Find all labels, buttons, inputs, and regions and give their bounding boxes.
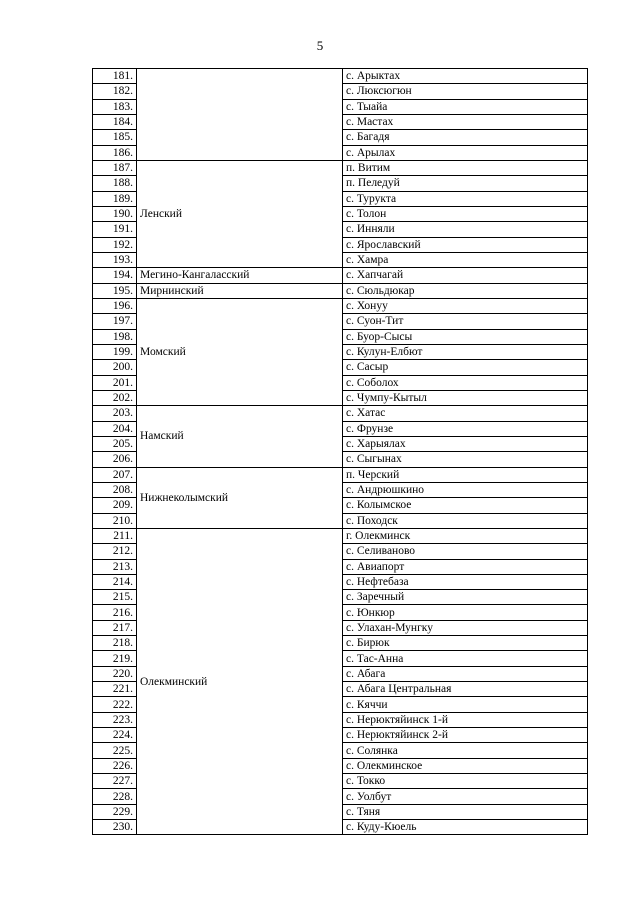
row-number-cell: 194. bbox=[93, 268, 137, 283]
settlement-cell: с. Олекминское bbox=[343, 758, 588, 773]
row-number-cell: 215. bbox=[93, 590, 137, 605]
row-number-cell: 192. bbox=[93, 237, 137, 252]
row-number-cell: 186. bbox=[93, 145, 137, 160]
table-row bbox=[93, 406, 588, 421]
settlement-cell: с. Буор-Сысы bbox=[343, 329, 588, 344]
settlement-cell: с. Сюльдюкар bbox=[343, 283, 588, 298]
table-row bbox=[93, 283, 588, 298]
row-number-cell: 205. bbox=[93, 436, 137, 451]
row-number-cell: 228. bbox=[93, 789, 137, 804]
district-cell: Нижнеколымский bbox=[137, 467, 343, 528]
table-row bbox=[93, 298, 588, 313]
settlement-cell: с. Куду-Кюель bbox=[343, 820, 588, 835]
row-number-cell: 225. bbox=[93, 743, 137, 758]
row-number-cell: 216. bbox=[93, 605, 137, 620]
settlement-cell: с. Селиваново bbox=[343, 544, 588, 559]
row-number-cell: 213. bbox=[93, 559, 137, 574]
settlement-cell: с. Тыайа bbox=[343, 99, 588, 114]
table-row bbox=[93, 69, 588, 84]
row-number-cell: 211. bbox=[93, 528, 137, 543]
district-cell: Олекминский bbox=[137, 528, 343, 835]
row-number-cell: 199. bbox=[93, 344, 137, 359]
settlement-cell: с. Тас-Анна bbox=[343, 651, 588, 666]
row-number-cell: 197. bbox=[93, 314, 137, 329]
row-number-cell: 222. bbox=[93, 697, 137, 712]
settlement-cell: с. Мастах bbox=[343, 114, 588, 129]
settlement-cell: с. Хапчагай bbox=[343, 268, 588, 283]
settlements-table bbox=[92, 68, 588, 835]
row-number-cell: 202. bbox=[93, 390, 137, 405]
settlement-cell: с. Харыялах bbox=[343, 436, 588, 451]
settlement-cell: с. Колымское bbox=[343, 498, 588, 513]
row-number-cell: 191. bbox=[93, 222, 137, 237]
settlement-cell: с. Соболох bbox=[343, 375, 588, 390]
settlement-cell: с. Авиапорт bbox=[343, 559, 588, 574]
district-cell: Мегино-Кангаласский bbox=[137, 268, 343, 283]
row-number-cell: 210. bbox=[93, 513, 137, 528]
settlement-cell: с. Люксюгюн bbox=[343, 84, 588, 99]
settlement-cell: с. Абага bbox=[343, 666, 588, 681]
settlement-cell: п. Черский bbox=[343, 467, 588, 482]
settlement-cell: п. Пеледуй bbox=[343, 176, 588, 191]
settlement-cell: с. Хатас bbox=[343, 406, 588, 421]
district-cell: Ленский bbox=[137, 160, 343, 267]
settlement-cell: с. Нерюктяйинск 2-й bbox=[343, 728, 588, 743]
row-number-cell: 226. bbox=[93, 758, 137, 773]
settlement-cell: с. Кулун-Елбют bbox=[343, 344, 588, 359]
settlements-table-body bbox=[93, 69, 588, 835]
row-number-cell: 218. bbox=[93, 636, 137, 651]
row-number-cell: 184. bbox=[93, 114, 137, 129]
row-number-cell: 188. bbox=[93, 176, 137, 191]
settlement-cell: с. Походск bbox=[343, 513, 588, 528]
row-number-cell: 207. bbox=[93, 467, 137, 482]
settlement-cell: с. Сасыр bbox=[343, 360, 588, 375]
settlement-cell: с. Хонуу bbox=[343, 298, 588, 313]
row-number-cell: 229. bbox=[93, 804, 137, 819]
settlement-cell: с. Кяччи bbox=[343, 697, 588, 712]
row-number-cell: 223. bbox=[93, 712, 137, 727]
row-number-cell: 214. bbox=[93, 574, 137, 589]
row-number-cell: 206. bbox=[93, 452, 137, 467]
district-cell: Мирнинский bbox=[137, 283, 343, 298]
row-number-cell: 208. bbox=[93, 482, 137, 497]
table-row bbox=[93, 467, 588, 482]
settlement-cell: с. Андрюшкино bbox=[343, 482, 588, 497]
page-number: 5 bbox=[316, 38, 324, 53]
row-number-cell: 181. bbox=[93, 69, 137, 84]
settlement-cell: с. Нефтебаза bbox=[343, 574, 588, 589]
settlement-cell: с. Ярославский bbox=[343, 237, 588, 252]
settlement-cell: с. Арыктах bbox=[343, 69, 588, 84]
district-cell: Момский bbox=[137, 298, 343, 405]
row-number-cell: 209. bbox=[93, 498, 137, 513]
row-number-cell: 198. bbox=[93, 329, 137, 344]
table-row bbox=[93, 528, 588, 543]
row-number-cell: 203. bbox=[93, 406, 137, 421]
row-number-cell: 183. bbox=[93, 99, 137, 114]
row-number-cell: 224. bbox=[93, 728, 137, 743]
row-number-cell: 193. bbox=[93, 252, 137, 267]
row-number-cell: 182. bbox=[93, 84, 137, 99]
settlement-cell: с. Чумпу-Кытыл bbox=[343, 390, 588, 405]
settlement-cell: с. Суон-Тит bbox=[343, 314, 588, 329]
row-number-cell: 187. bbox=[93, 160, 137, 175]
row-number-cell: 200. bbox=[93, 360, 137, 375]
settlement-cell: г. Олекминск bbox=[343, 528, 588, 543]
row-number-cell: 217. bbox=[93, 620, 137, 635]
settlement-cell: с. Абага Центральная bbox=[343, 682, 588, 697]
settlement-cell: с. Толон bbox=[343, 206, 588, 221]
settlement-cell: с. Токко bbox=[343, 774, 588, 789]
row-number-cell: 227. bbox=[93, 774, 137, 789]
district-cell: Намский bbox=[137, 406, 343, 467]
row-number-cell: 220. bbox=[93, 666, 137, 681]
settlement-cell: с. Нерюктяйинск 1-й bbox=[343, 712, 588, 727]
row-number-cell: 212. bbox=[93, 544, 137, 559]
row-number-cell: 201. bbox=[93, 375, 137, 390]
row-number-cell: 185. bbox=[93, 130, 137, 145]
settlement-cell: с. Тяня bbox=[343, 804, 588, 819]
row-number-cell: 196. bbox=[93, 298, 137, 313]
settlement-cell: с. Фрунзе bbox=[343, 421, 588, 436]
row-number-cell: 221. bbox=[93, 682, 137, 697]
row-number-cell: 230. bbox=[93, 820, 137, 835]
settlement-cell: с. Юнкюр bbox=[343, 605, 588, 620]
table-row bbox=[93, 268, 588, 283]
settlement-cell: с. Багадя bbox=[343, 130, 588, 145]
settlement-cell: с. Хамра bbox=[343, 252, 588, 267]
settlement-cell: с. Улахан-Мунгку bbox=[343, 620, 588, 635]
settlement-cell: с. Инняли bbox=[343, 222, 588, 237]
settlement-cell: с. Турукта bbox=[343, 191, 588, 206]
row-number-cell: 189. bbox=[93, 191, 137, 206]
row-number-cell: 195. bbox=[93, 283, 137, 298]
settlement-cell: с. Бирюк bbox=[343, 636, 588, 651]
table-row bbox=[93, 160, 588, 175]
district-cell bbox=[137, 69, 343, 161]
settlement-cell: с. Уолбут bbox=[343, 789, 588, 804]
row-number-cell: 190. bbox=[93, 206, 137, 221]
row-number-cell: 204. bbox=[93, 421, 137, 436]
row-number-cell: 219. bbox=[93, 651, 137, 666]
settlement-cell: с. Заречный bbox=[343, 590, 588, 605]
settlement-cell: с. Солянка bbox=[343, 743, 588, 758]
settlement-cell: с. Сыгынах bbox=[343, 452, 588, 467]
settlement-cell: с. Арылах bbox=[343, 145, 588, 160]
settlement-cell: п. Витим bbox=[343, 160, 588, 175]
